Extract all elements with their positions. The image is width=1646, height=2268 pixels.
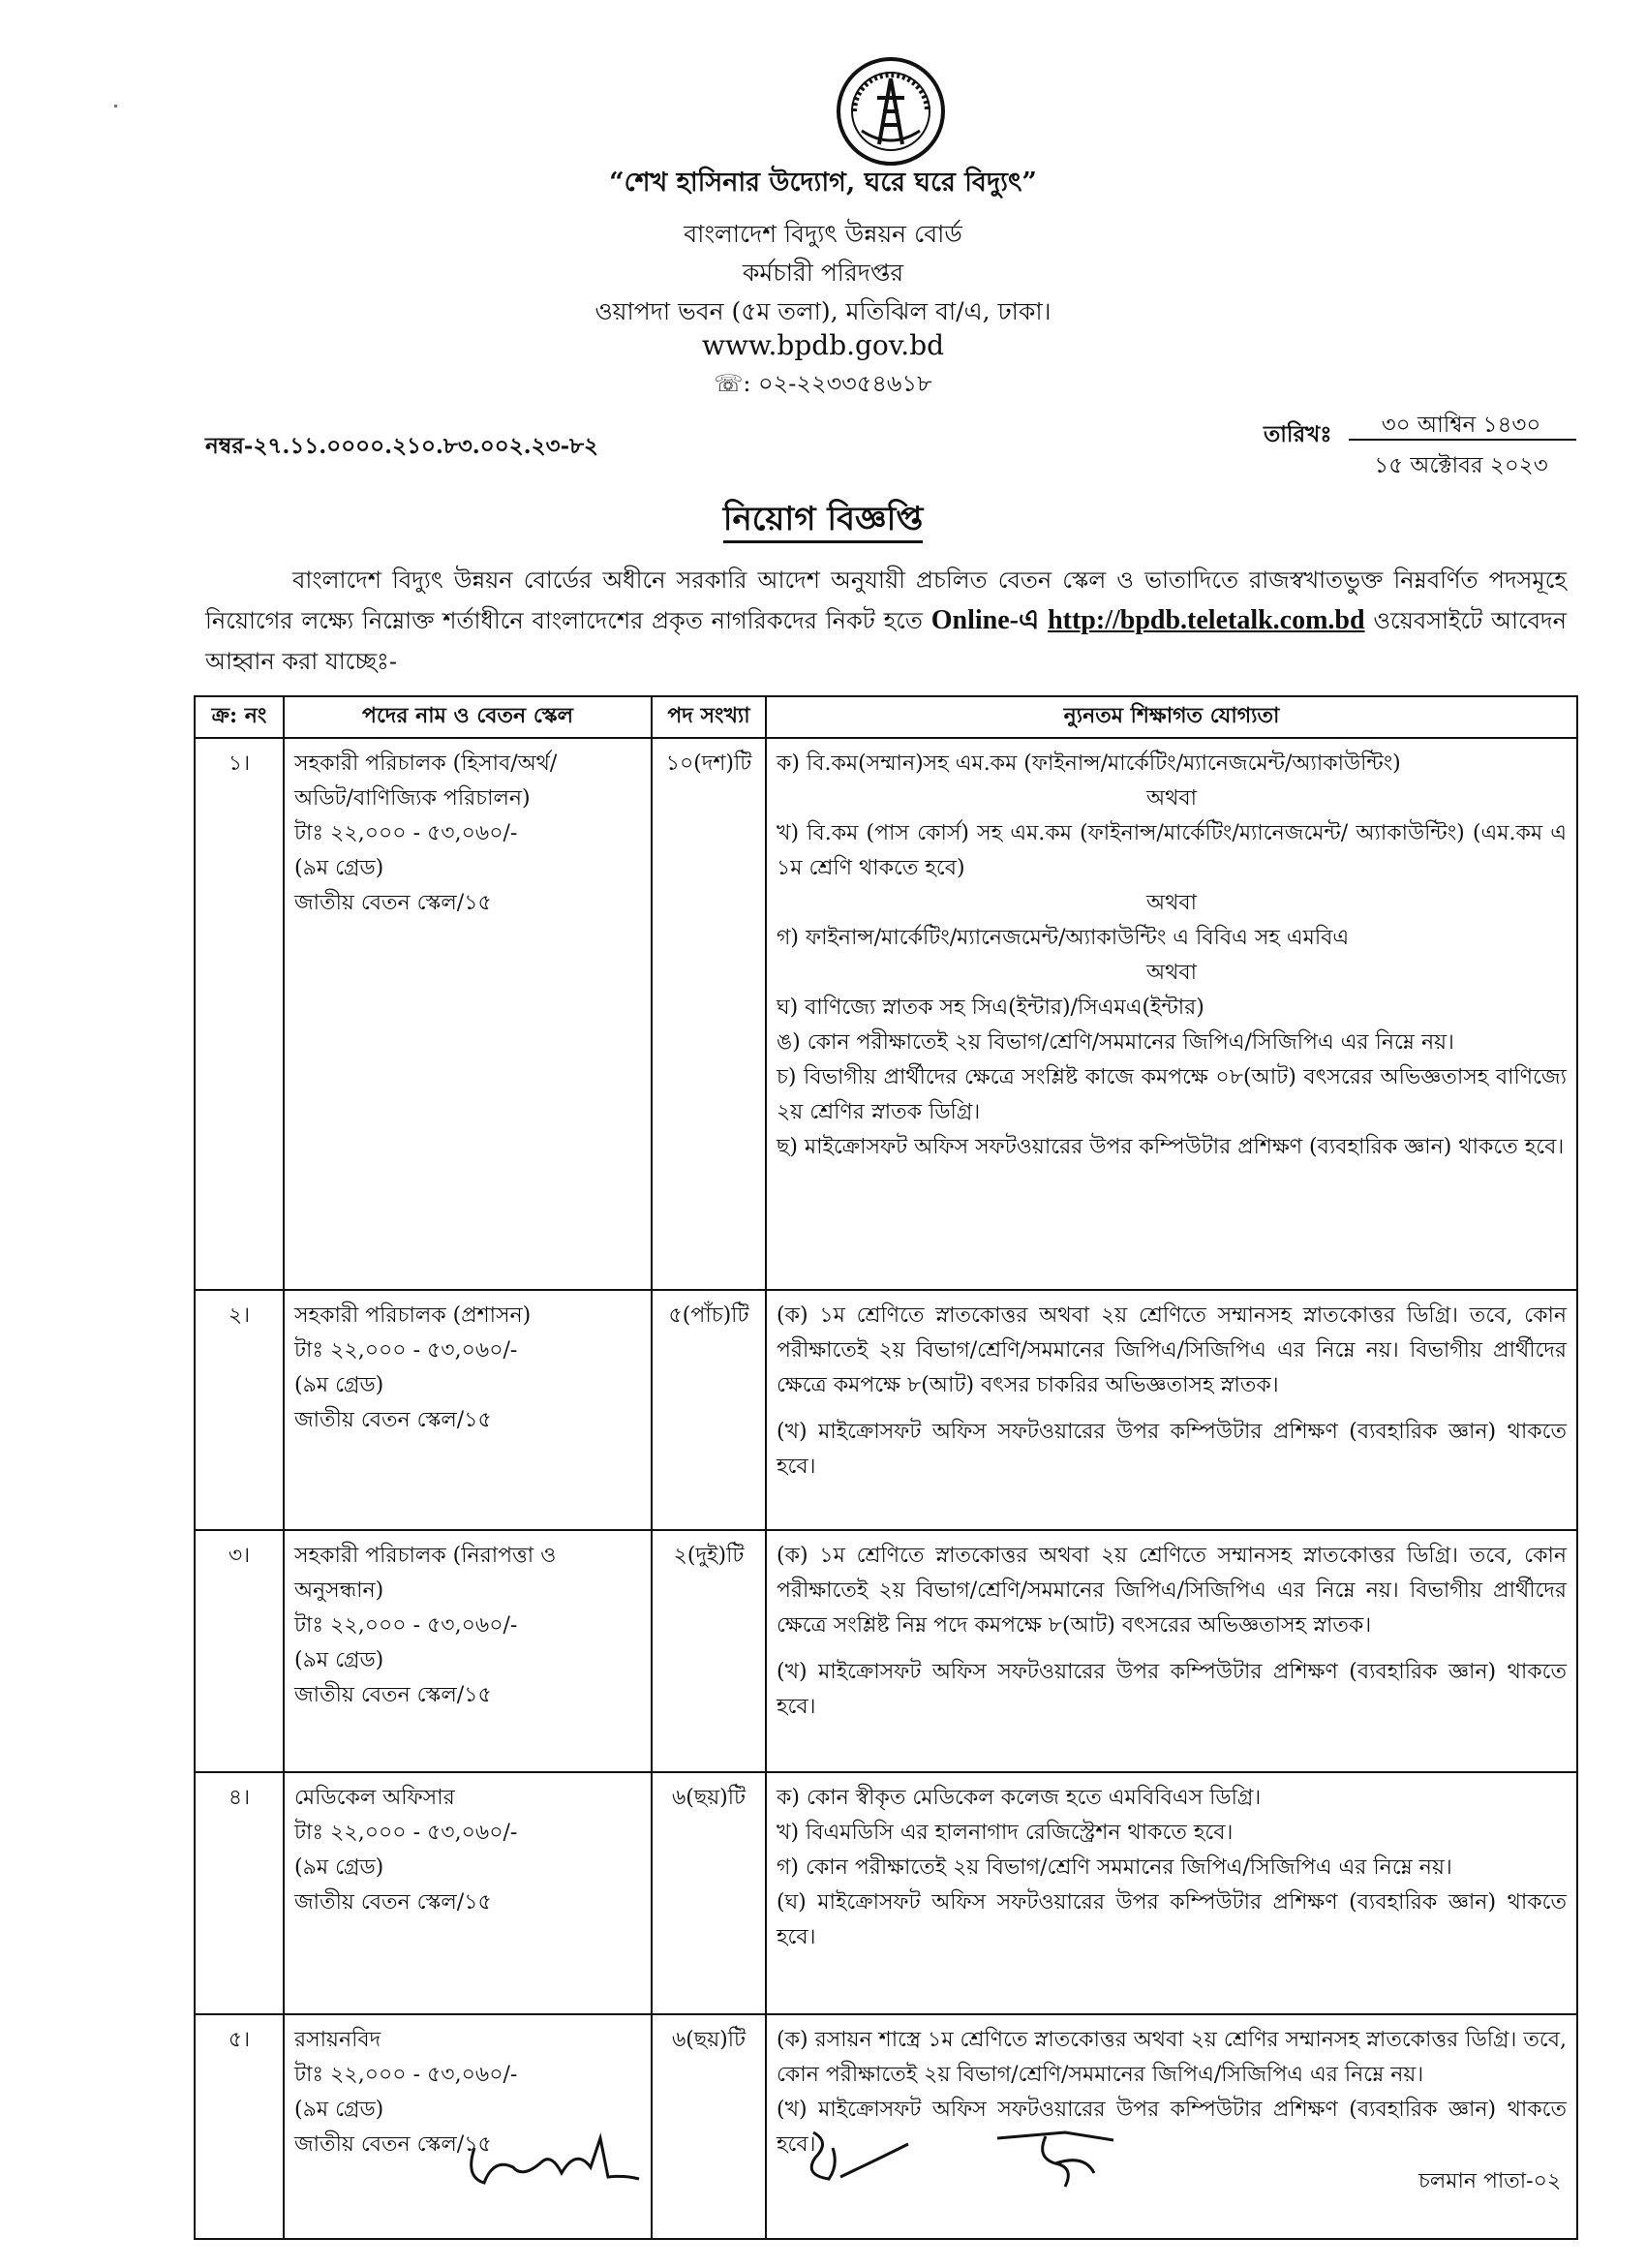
grade: (৯ম গ্রেড) bbox=[294, 1855, 384, 1880]
serial-cell: ৫। bbox=[195, 2014, 284, 2239]
date-divider bbox=[1349, 439, 1576, 441]
qualification-item: ছ) মাইক্রোসফট অফিস সফটওয়ারের উপর কম্পিউটার প্রশিক্ষণ (ব্যবহারিক জ্ঞান) থাকতে হবে। bbox=[777, 1135, 1565, 1159]
intro-online: Online-এ bbox=[930, 605, 1040, 635]
col-header-qualification: ন্যুনতম শিক্ষাগত যোগ্যতা bbox=[766, 696, 1577, 738]
qualification-cell bbox=[766, 1772, 1577, 2014]
col-header-serial: ক্র: নং bbox=[195, 696, 284, 738]
teletalk-link[interactable]: http://bpdb.teletalk.com.bd bbox=[1048, 605, 1365, 635]
date-gregorian: ১৫ অক্টোবর ২০২৩ bbox=[1374, 453, 1548, 478]
page-title-text: নিয়োগ বিজ্ঞপ্তি bbox=[723, 500, 924, 543]
date-bangla: ৩০ আশ্বিন ১৪৩০ bbox=[1381, 413, 1541, 438]
count-cell: ৬(ছয়)টি bbox=[652, 2014, 766, 2239]
post-cell bbox=[284, 1530, 652, 1772]
count-cell: ৬(ছয়)টি bbox=[652, 1772, 766, 2014]
post-cell bbox=[284, 1772, 652, 2014]
post-line: মেডিকেল অফিসার bbox=[294, 1786, 455, 1810]
phone-number: ☏: ০২-২২৩৩৫৪৬১৮ bbox=[714, 370, 932, 397]
national-scale: জাতীয় বেতন স্কেল/১৫ bbox=[294, 2132, 492, 2157]
serial-cell: ৪। bbox=[195, 1772, 284, 2014]
grade: (৯ম গ্রেড) bbox=[294, 2098, 384, 2122]
post-line: সহকারী পরিচালক (প্রশাসন) bbox=[294, 1303, 532, 1328]
qualification-item: ঙ) কোন পরীক্ষাতেই ২য় বিভাগ/শ্রেণি/সমমানের জিপিএ/সিজিপিএ এর নিম্নে নয়। bbox=[777, 1030, 1454, 1055]
qualification-item: (ক) ১ম শ্রেণিতে স্নাতকোত্তর অথবা ২য় শ্রেণিতে সম্মানসহ স্নাতকোত্তর ডিগ্রি। তবে, কোন পরীক্ষাতেই ২য় বিভাগ/শ্রেণি/সমমানের জিপিএ/সিজিপিএ এর নিম্নে নয়। বিভাগীয় প্রার্থীদের ক্ষেত্রে কমপক্ষে ৮(আট) বৎসর চাকরির অভিজ্ঞতাসহ স্নাতক। bbox=[777, 1303, 1567, 1397]
national-scale: জাতীয় বেতন স্কেল/১৫ bbox=[294, 1890, 492, 1915]
qualification-item: (খ) মাইক্রোসফট অফিস সফটওয়ারের উপর কম্পিউটার প্রশিক্ষণ (ব্যবহারিক জ্ঞান) থাকতে হবে। bbox=[777, 2098, 1567, 2157]
table-row bbox=[195, 1530, 1577, 1772]
count-cell: ২(দুই)টি bbox=[652, 1530, 766, 1772]
organization-name: বাংলাদেশ বিদ্যুৎ উন্নয়ন বোর্ড bbox=[684, 220, 962, 248]
post-line: সহকারী পরিচালক (নিরাপত্তা ও অনুসন্ধান) bbox=[294, 1544, 557, 1603]
signature-1 bbox=[455, 2119, 649, 2196]
table-row bbox=[195, 738, 1577, 1290]
serial-cell: ১। bbox=[195, 738, 284, 1290]
post-cell bbox=[284, 1290, 652, 1530]
qualification-item: (খ) মাইক্রোসফট অফিস সফটওয়ারের উপর কম্পিউটার প্রশিক্ষণ (ব্যবহারিক জ্ঞান) থাকতে হবে। bbox=[777, 1660, 1567, 1719]
grade: (৯ম গ্রেড) bbox=[294, 856, 384, 880]
serial-cell: ৩। bbox=[195, 1530, 284, 1772]
national-scale: জাতীয় বেতন স্কেল/১৫ bbox=[294, 891, 492, 915]
post-cell bbox=[284, 738, 652, 1290]
or-separator: অথবা bbox=[1146, 891, 1197, 915]
department-name: কর্মচারী পরিদপ্তর bbox=[742, 259, 904, 287]
col-header-post: পদের নাম ও বেতন স্কেল bbox=[284, 696, 652, 738]
qualification-item: (ক) ১ম শ্রেণিতে স্নাতকোত্তর অথবা ২য় শ্রেণিতে সম্মানসহ স্নাতকোত্তর ডিগ্রি। তবে, কোন পরীক্ষাতেই ২য় বিভাগ/শ্রেণি/সমমানের জিপিএ/সিজিপিএ এর নিম্নে নয়। বিভাগীয় প্রার্থীদের ক্ষেত্রে সংশ্লিষ্ট নিম্ন পদে কমপক্ষে ৮(আট) বৎসরের অভিজ্ঞতাসহ স্নাতক। bbox=[777, 1544, 1567, 1638]
signature-3 bbox=[988, 2119, 1143, 2196]
intro-text: বাংলাদেশ বিদ্যুৎ উন্নয়ন বোর্ডের অধীনে সরকারি আদেশ অনুযায়ী প্রচলিত বেতন স্কেল ও ভাতাদিতে রাজস্বখাতভুক্ত নিম্নবর্ণিত পদসমূহে নিয়োগের লক্ষ্যে নিম্নোক্ত শর্তাধীনে বাংলাদেশের প্রকৃত নাগরিকদের নিকট হতে bbox=[205, 567, 1567, 634]
qualification-item: চ) বিভাগীয় প্রার্থীদের ক্ষেত্রে সংশ্লিষ্ট কাজে কমপক্ষে ০৮(আট) বৎসরের অভিজ্ঞতাসহ বাণিজ্যে ২য় শ্রেণির স্নাতক ডিগ্রি। bbox=[777, 1065, 1567, 1124]
qualification-cell bbox=[766, 1530, 1577, 1772]
address: ওয়াপদা ভবন (৫ম তলা), মতিঝিল বা/এ, ঢাকা। bbox=[594, 297, 1052, 325]
pay-scale: টাঃ ২২,০০০ - ৫৩,০৬০/- bbox=[294, 1821, 518, 1845]
qualification-item: (খ) মাইক্রোসফট অফিস সফটওয়ারের উপর কম্পিউটার প্রশিক্ষণ (ব্যবহারিক জ্ঞান) থাকতে হবে। bbox=[777, 1420, 1567, 1479]
qualification-item: ক) বি.কম(সম্মান)সহ এম.কম (ফাইনান্স/মার্কেটিং/ম্যানেজমেন্ট/অ্যাকাউন্টিং) bbox=[777, 751, 1401, 776]
slogan: “শেখ হাসিনার উদ্যোগ, ঘরে ঘরে বিদ্যুৎ” bbox=[609, 168, 1037, 198]
qualification-item: খ) বি.কম (পাস কোর্স) সহ এম.কম (ফাইনান্স/মার্কেটিং/ম্যানেজমেন্ট/ অ্যাকাউন্টিং) (এম.কম এ ১ম শ্রেণি থাকতে হবে) bbox=[777, 821, 1567, 880]
intro-text-end: ওয়েবসাইটে আবেদন আহ্বান করা যাচ্ছেঃ- bbox=[205, 607, 1567, 675]
table-row bbox=[195, 1290, 1577, 1530]
continued-page-note: চলমান পাতা-০২ bbox=[1418, 2169, 1562, 2193]
pay-scale: টাঃ ২২,০০০ - ৫৩,০৬০/- bbox=[294, 821, 518, 845]
serial-cell: ২। bbox=[195, 1290, 284, 1530]
qualification-item: (ঘ) মাইক্রোসফট অফিস সফটওয়ারের উপর কম্পিউটার প্রশিক্ষণ (ব্যবহারিক জ্ঞান) থাকতে হবে। bbox=[777, 1890, 1567, 1949]
col-header-count: পদ সংখ্যা bbox=[652, 696, 766, 738]
signature-2 bbox=[794, 2119, 949, 2196]
post-line: অডিট/বাণিজ্যিক পরিচালন) bbox=[294, 786, 531, 811]
national-scale: জাতীয় বেতন স্কেল/১৫ bbox=[294, 1683, 492, 1707]
qualification-item: গ) কোন পরীক্ষাতেই ২য় বিভাগ/শ্রেণি সমমানের জিপিএ/সিজিপিএ এর নিম্নে নয়। bbox=[777, 1855, 1452, 1880]
national-scale: জাতীয় বেতন স্কেল/১৫ bbox=[294, 1408, 492, 1432]
or-separator: অথবা bbox=[1146, 786, 1197, 811]
intro-paragraph bbox=[205, 560, 1567, 682]
qualification-cell bbox=[766, 738, 1577, 1290]
qualification-item: গ) ফাইনান্স/মার্কেটিং/ম্যানেজমেন্ট/অ্যাকাউন্টিং এ বিবিএ সহ এমবিএ bbox=[777, 926, 1350, 950]
pay-scale: টাঃ ২২,০০০ - ৫৩,০৬০/- bbox=[294, 2063, 518, 2087]
qualification-item: ক) কোন স্বীকৃত মেডিকেল কলেজ হতে এমবিবিএস ডিগ্রি। bbox=[777, 1786, 1262, 1810]
post-line: সহকারী পরিচালক (হিসাব/অর্থ/ bbox=[294, 751, 558, 776]
page-title bbox=[0, 494, 1646, 549]
pay-scale: টাঃ ২২,০০০ - ৫৩,০৬০/- bbox=[294, 1613, 518, 1638]
memo-number: নম্বর-২৭.১১.০০০০.২১০.৮৩.০০২.২৩-৮২ bbox=[205, 433, 599, 459]
scan-speck bbox=[114, 105, 117, 107]
date-label: তারিখঃ bbox=[1264, 421, 1332, 447]
or-separator: অথবা bbox=[1146, 961, 1197, 985]
count-cell: ১০(দশ)টি bbox=[652, 738, 766, 1290]
posts-table bbox=[194, 695, 1578, 2240]
grade: (৯ম গ্রেড) bbox=[294, 1648, 384, 1672]
pay-scale: টাঃ ২২,০০০ - ৫৩,০৬০/- bbox=[294, 1338, 518, 1363]
qualification-cell bbox=[766, 1290, 1577, 1530]
qualification-item: খ) বিএমডিসি এর হালনাগাদ রেজিস্ট্রেশন থাকতে হবে। bbox=[777, 1821, 1234, 1845]
table-row bbox=[195, 1772, 1577, 2014]
qualification-item: ঘ) বাণিজ্যে স্নাতক সহ সিএ(ইন্টার)/সিএমএ(ইন্টার) bbox=[777, 996, 1204, 1020]
count-cell: ৫(পাঁচ)টি bbox=[652, 1290, 766, 1530]
grade: (৯ম গ্রেড) bbox=[294, 1373, 384, 1397]
qualification-item: (ক) রসায়ন শাস্ত্রে ১ম শ্রেণিতে স্নাতকোত্তর অথবা ২য় শ্রেণির সম্মানসহ স্নাতকোত্তর ডিগ্রি। তবে, কোন পরীক্ষাতেই ২য় বিভাগ/শ্রেণি/সমমানের জিপিএ/সিজিপিএ এর নিম্নে নয়। bbox=[777, 2028, 1567, 2087]
bpdb-logo bbox=[833, 53, 949, 169]
website-link[interactable]: www.bpdb.gov.bd bbox=[701, 329, 945, 361]
table-header-row bbox=[195, 696, 1577, 738]
post-line: রসায়নবিদ bbox=[294, 2028, 381, 2052]
